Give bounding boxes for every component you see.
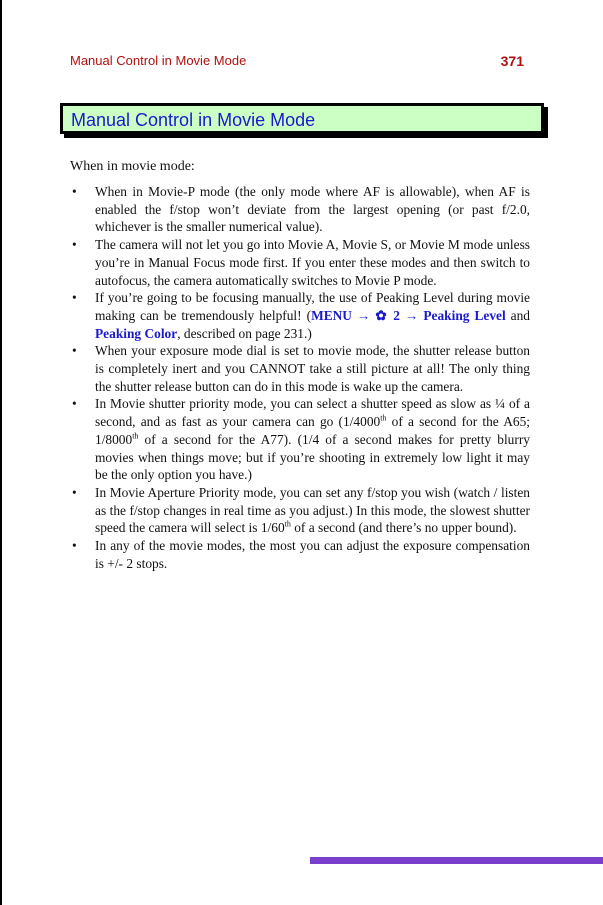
list-item [70,395,530,484]
bullet-text: If you’re going to be focusing manually, the use of Peaking Level during movie making can be tremendously helpful! ( [95,290,530,323]
superscript: th [284,519,291,529]
section-heading: Manual Control in Movie Mode [71,110,316,130]
bullet-text: In any of the movie modes, the most you can adjust the exposure compensation is +/- 2 stops. [95,538,530,571]
list-item [70,342,530,395]
bullet-text: of a second (and there’s no upper bound). [290,520,517,536]
bullet-text: In Movie Aperture Priority mode, you can set any f/stop you wish (watch / listen as the f/stop changes in real time as you adjust.) In this mode, the slowest shutter speed the camera will select is 1/60 [95,484,530,536]
page-number: 371 [500,53,524,69]
bullet-text: When your exposure mode dial is set to movie mode, the shutter release button is completely inert and you CANNOT take a still picture at all! The only thing the shutter release button can do in this mode is wake up the camera. [95,343,530,394]
peaking-color-link[interactable]: Peaking Color [95,325,178,341]
running-header [70,53,524,69]
gear-icon: ✿ [375,307,389,323]
bullet-text: The camera will not let you go into Movie A, Movie S, or Movie M mode unless you’re in Manual Focus mode first. If you enter these modes and then switch to autofocus, the camera automatically switches to Movie P mode. [95,237,530,288]
peaking-level-link[interactable]: Peaking Level [423,307,506,323]
arrow-icon: → [404,307,419,323]
bullet-text: and [505,307,531,323]
superscript: th [132,431,139,441]
list-item [70,183,530,236]
running-title: Manual Control in Movie Mode [70,53,247,68]
list-item [70,484,530,537]
page-left-border [0,0,2,905]
bullet-text: of a second for the A77). (1/4 of a second makes for pretty blurry movies when things move; but if you’re shooting in extremely low light it may be the only option you have.) [95,431,530,483]
menu-link[interactable]: MENU [311,307,352,323]
list-item [70,537,530,572]
footer-bar [310,857,603,864]
bullet-text: When in Movie-P mode (the only mode where AF is allowable), when AF is enabled the f/stop won’t deviate from the largest opening (or past f/2.0, whichever is the smaller numerical value). [95,184,530,235]
bullet-text: of a second for the A65; 1/8000 [95,414,530,447]
list-item [70,236,530,289]
superscript: th [380,413,387,423]
bullet-text: In Movie shutter priority mode, you can select a shutter speed as slow as ¼ of a second, and as fast as your camera can go (1/4000 [95,396,530,430]
menu-tab-number: 2 [393,307,400,323]
arrow-icon: → [356,307,371,323]
intro-text: When in movie mode: [70,159,195,174]
bullet-text: , described on page 231.) [177,325,312,341]
list-item [70,289,530,342]
bullet-list [70,183,530,572]
section-heading-box [60,103,544,134]
